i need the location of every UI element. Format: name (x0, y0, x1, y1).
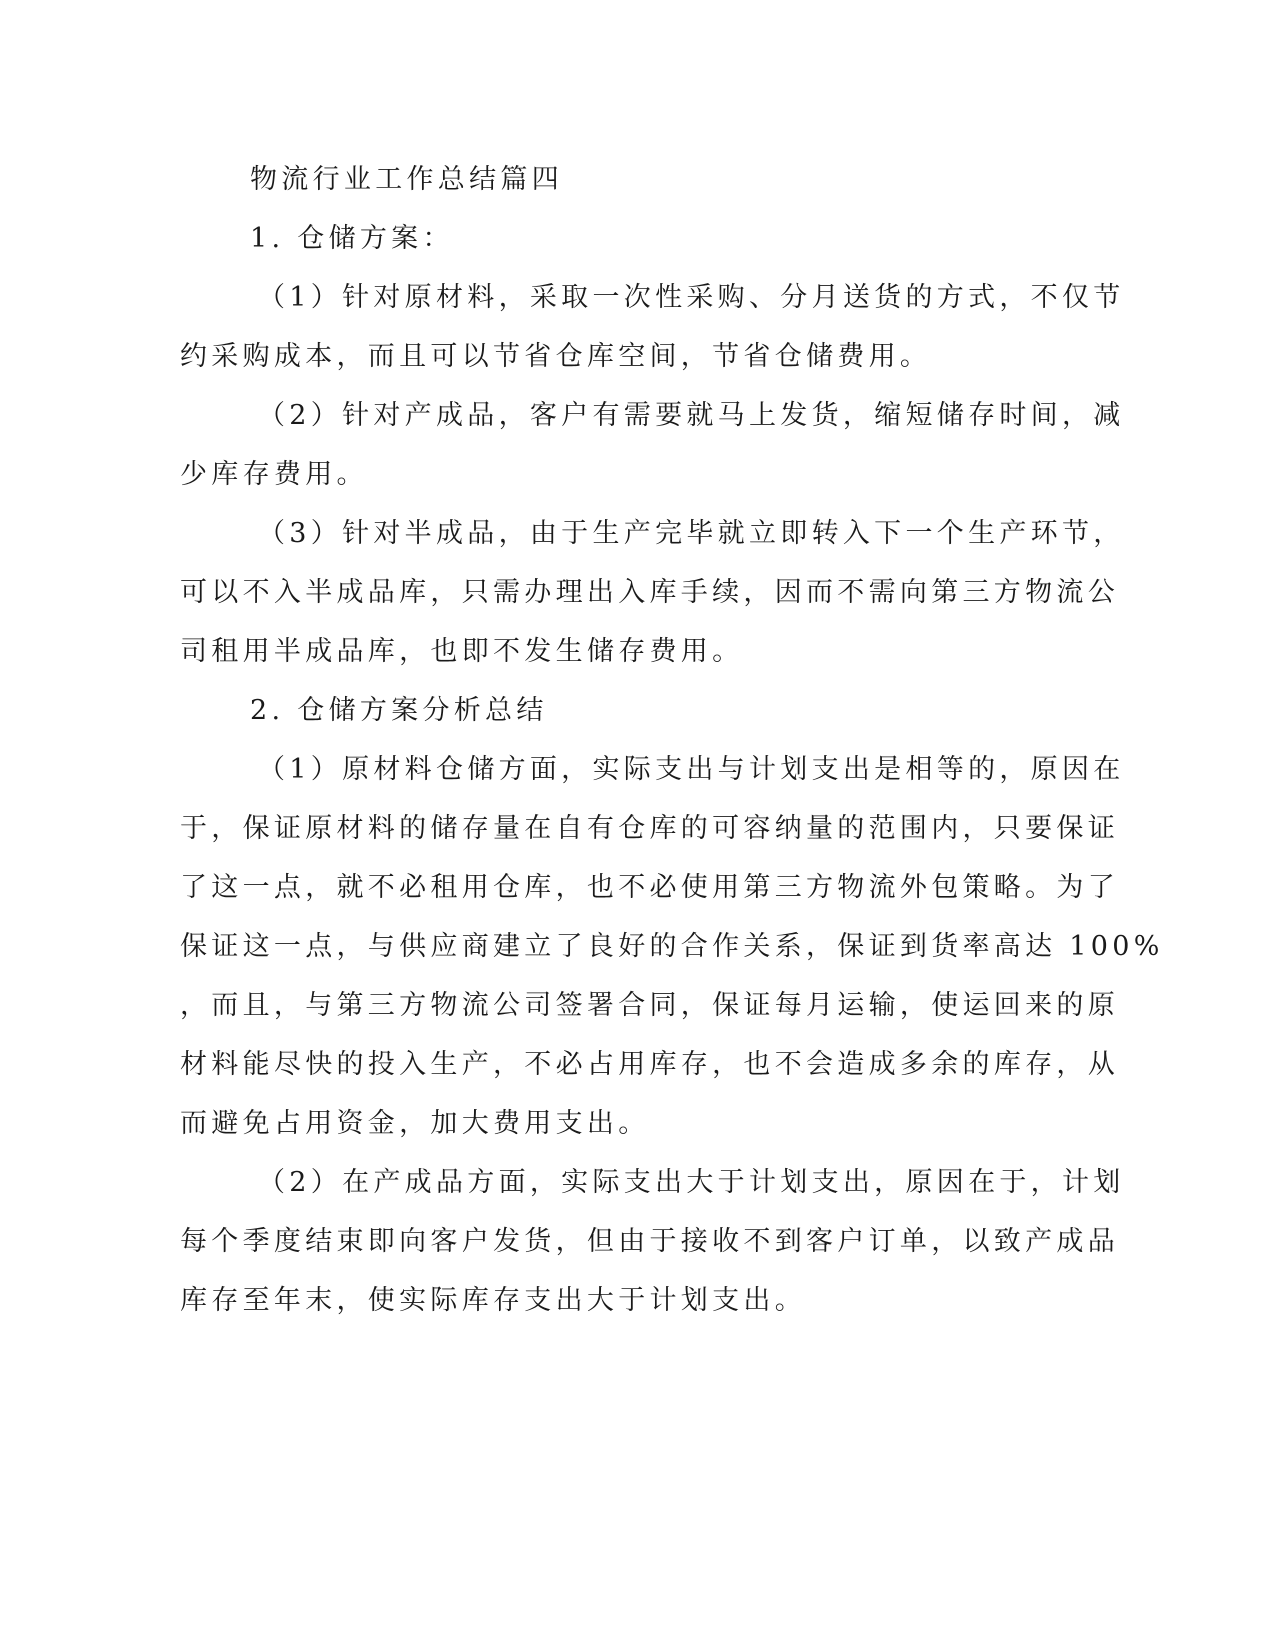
section2-heading: 2. 仓储方案分析总结 (250, 695, 548, 726)
section2-item1-line7: 而避免占用资金，加大费用支出。 (180, 1108, 650, 1139)
section2-item2-line1: （2）在产成品方面，实际支出大于计划支出，原因在于，计划 (258, 1167, 1125, 1198)
section1-heading: 1. 仓储方案： (250, 223, 454, 254)
section1-item1-line2: 约采购成本，而且可以节省仓库空间，节省仓储费用。 (180, 341, 932, 372)
section1-item3-line2: 可以不入半成品库，只需办理出入库手续，因而不需向第三方物流公 (180, 577, 1119, 608)
section2-item1-line3: 了这一点，就不必租用仓库，也不必使用第三方物流外包策略。为了 (180, 872, 1119, 903)
section1-item2-line2: 少库存费用。 (180, 459, 368, 490)
section2-item1-line2: 于，保证原材料的储存量在自有仓库的可容纳量的范围内，只要保证 (180, 813, 1119, 844)
section1-item2-line1: （2）针对产成品，客户有需要就马上发货，缩短储存时间，减 (258, 400, 1125, 431)
section1-item3-line3: 司租用半成品库，也即不发生储存费用。 (180, 636, 744, 667)
section2-item2-line3: 库存至年末，使实际库存支出大于计划支出。 (180, 1285, 806, 1316)
section2-item1-line4: 保证这一点，与供应商建立了良好的合作关系，保证到货率高达 100% (180, 931, 1164, 962)
section2-item1-line6: 材料能尽快的投入生产，不必占用库存，也不会造成多余的库存，从 (180, 1049, 1119, 1080)
document-title: 物流行业工作总结篇四 (250, 164, 563, 195)
section1-item3-line1: （3）针对半成品，由于生产完毕就立即转入下一个生产环节， (258, 518, 1125, 549)
section2-item1-line1: （1）原材料仓储方面，实际支出与计划支出是相等的，原因在 (258, 754, 1125, 785)
section2-item1-line5: ，而且，与第三方物流公司签署合同，保证每月运输，使运回来的原 (180, 990, 1119, 1021)
section2-item2-line2: 每个季度结束即向客户发货，但由于接收不到客户订单，以致产成品 (180, 1226, 1119, 1257)
section1-item1-line1: （1）针对原材料，采取一次性采购、分月送货的方式，不仅节 (258, 282, 1125, 313)
